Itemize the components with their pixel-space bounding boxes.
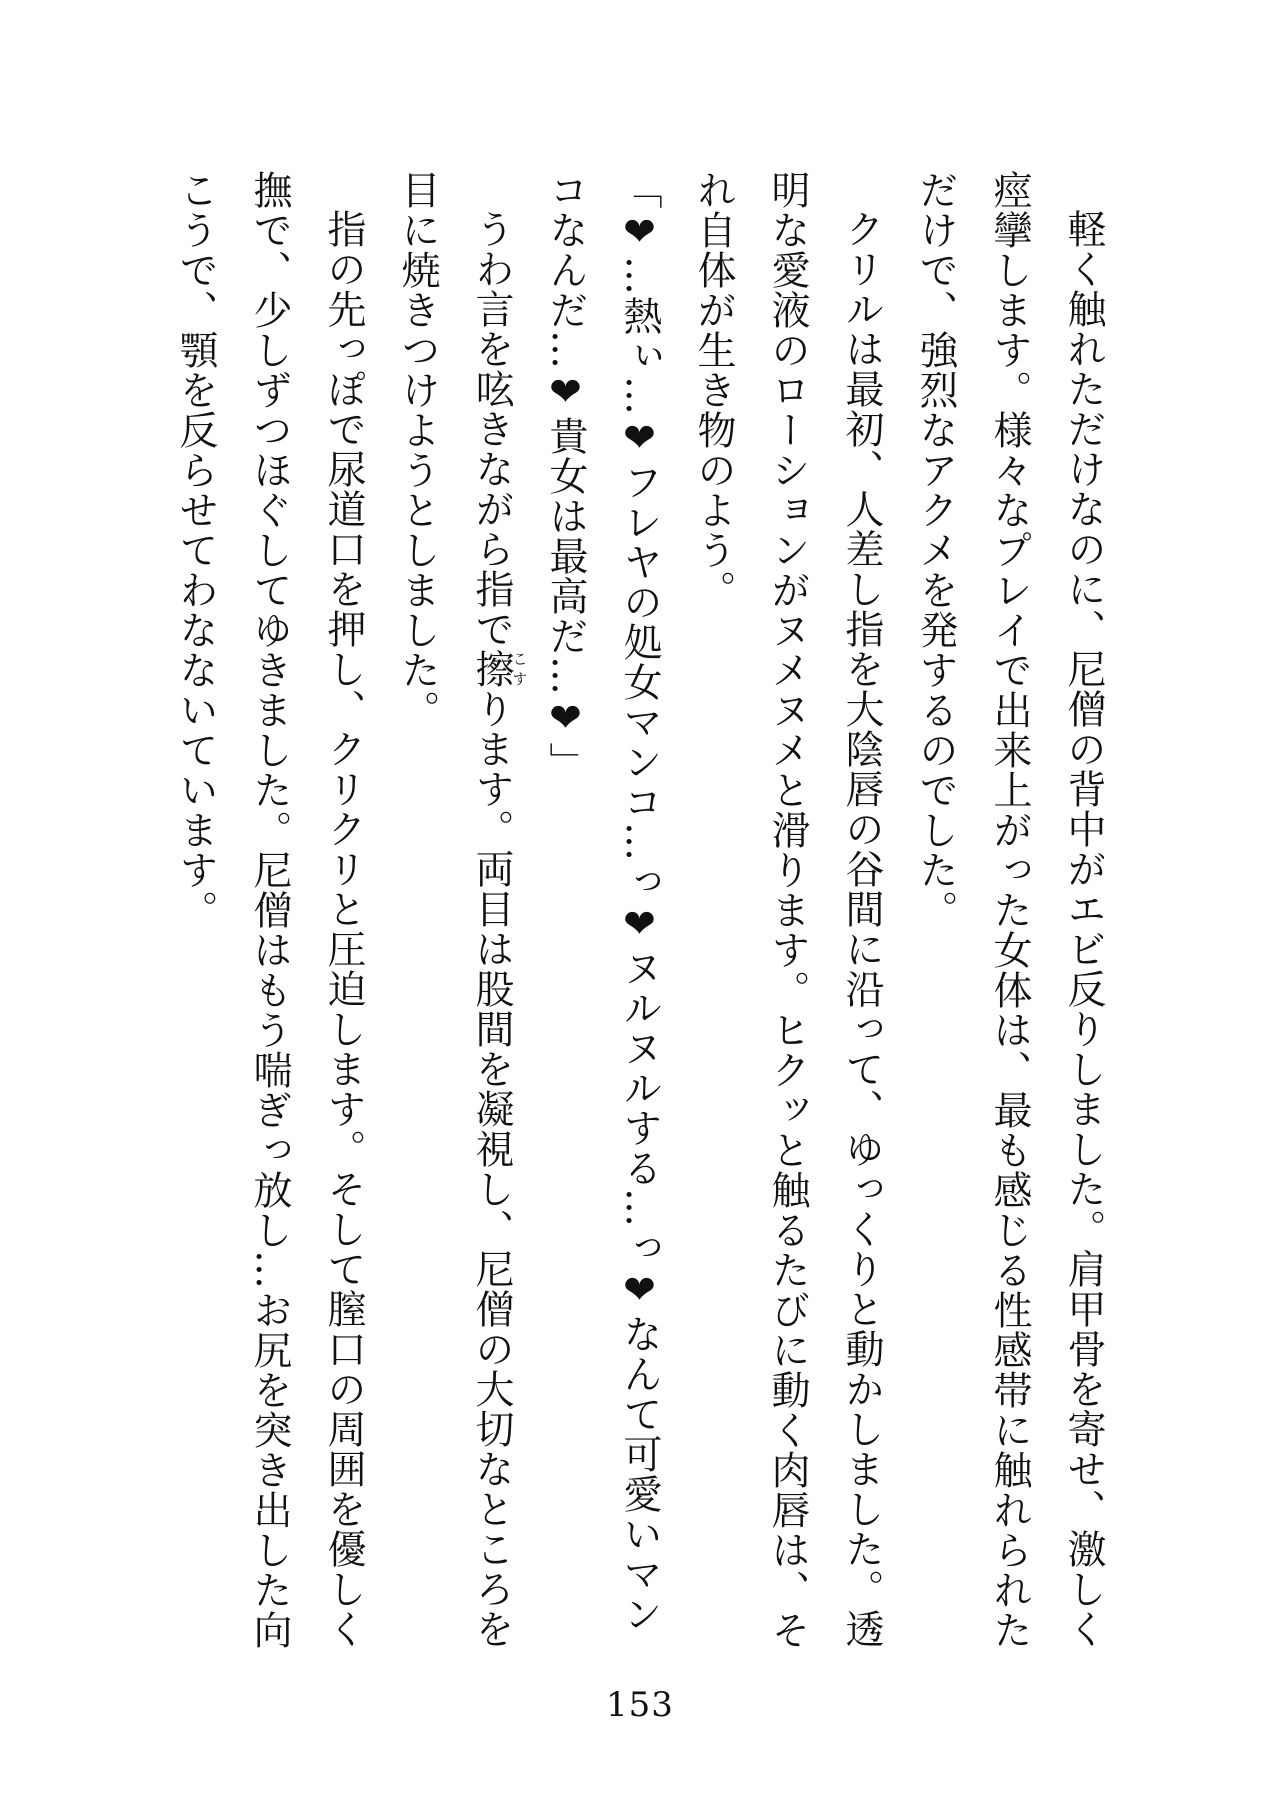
paragraph-1: 軽く触れただけなのに、尼僧の背中がエビ反りしました。肩甲骨を寄せ、激しく痙攣します。様々なプレイで出来上がった女体は、最も感じる性感帯に触れられただけで、強烈なアクメを発するのでした。 — [913, 170, 1106, 1650]
paragraph-4-text-after: ります。両目は股間を凝視し、尼僧の大切なところを目に焼きつけようとしました。 — [395, 170, 514, 1649]
page-number: 153 — [606, 1685, 674, 1725]
paragraph-4-text-before: うわ言を呟きながら指で — [469, 209, 514, 649]
dialogue-paragraph: 「❤…熱ぃ…❤フレヤの処女マンコ…っ❤ヌルヌルする…っ❤なんて可愛いマンコなんだ…❤貴女は最高だ…❤」 — [543, 170, 662, 1634]
paragraph-4 — [380, 170, 528, 1670]
paragraph-2: クリルは最初、人差し指を大陰唇の谷間に沿って、ゆっくりと動かしました。透明な愛液のローションがヌメヌメと滑ります。ヒクッと触るたびに動く肉唇は、それ自体が生き物のよう。 — [691, 170, 884, 1650]
vertical-text-body — [160, 170, 1120, 1670]
furigana-word — [469, 649, 529, 689]
furigana-reading: こす — [510, 649, 529, 689]
paragraph-5: 指の先っぽで尿道口を押し、クリクリと圧迫します。そして膣口の周囲を優しく撫で、少しずつほぐしてゆきました。尼僧はもう喘ぎっ放し…お尻を突き出した向こうで、顎を反らせてわなないています。 — [173, 170, 366, 1650]
furigana-base: 擦 — [469, 649, 514, 689]
